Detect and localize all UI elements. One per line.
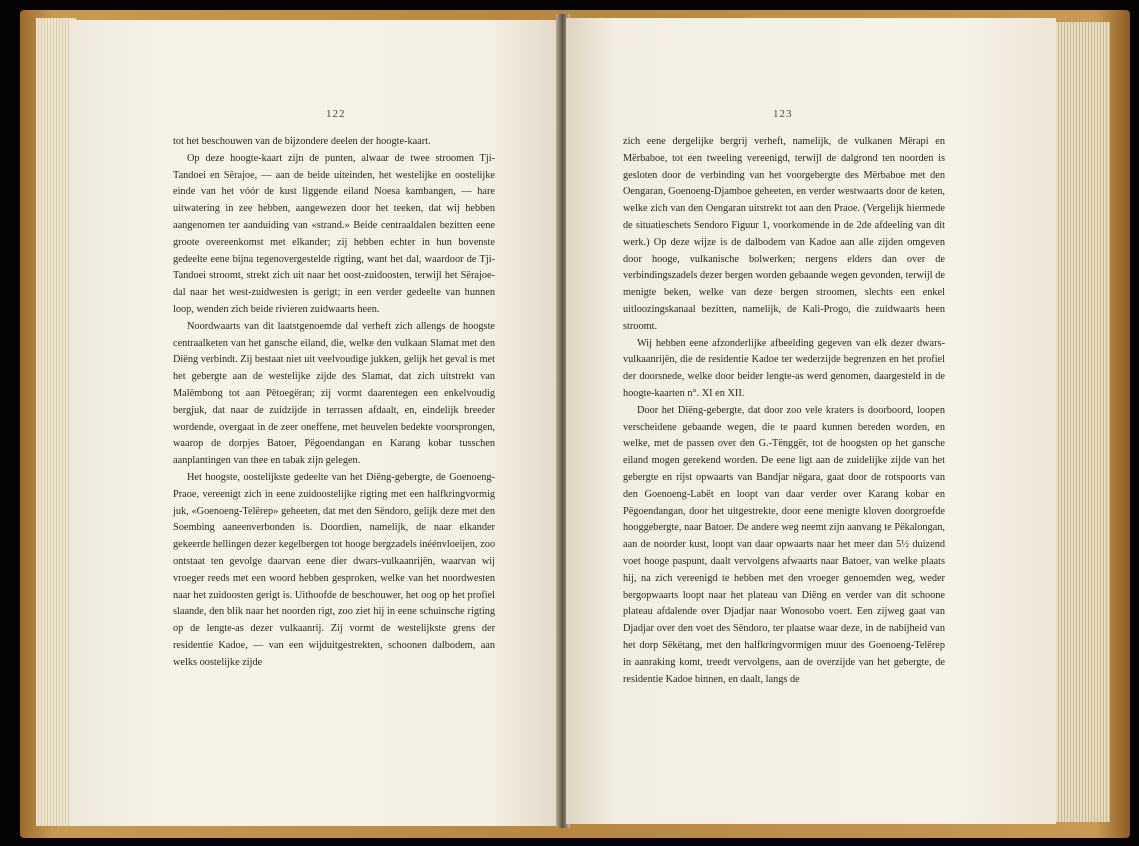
right-paragraph: Wij hebben eene afzonderlijke afbeelding gegeven van elk dezer dwars-vulkaanrijën, die de residentie Kadoe ter wederzijde begrenzen en het profiel der doorsnede, welke door beider lengte-as werd genomen, daargesteld in de hoogte-kaarten n°. XI en XII. [623, 337, 945, 399]
left-page-body [173, 134, 495, 672]
left-paragraph: Noordwaarts van dit laatstgenoemde dal verheft zich allengs de hoogste centraalketen van het gansche eiland, die, welke den vulkaan Slamat met den Diëng verbindt. Zij bestaat niet uit veelvoudige jukken, gelijk het geval is met het gebergte aan de westelijke zijde des Slamat, dat zich uitstrekt van Malëmbong tot aan Pëtoegëran; zij vormt daarentegen een enkelvoudig bergjuk, dat naar de zuidzijde in terrassen afdaalt, en, eindelijk breeder wordende, overgaat in de zeer oneffene, met heuvelen bedekte voorsprongen, waarop de dorpjes Batoer, Pëgoendangan en Karang kobar tusschen aanplantingen van thee en tabak zijn gelegen. [173, 320, 495, 467]
left-page [70, 20, 560, 826]
right-paragraph: zich eene dergelijke bergrij verheft, namelijk, de vulkanen Mërapi en Mërbaboe, tot een tweeling vereenigd, terwijl de dalgrond ten noorden is gesloten door de verbinding van het voorgebergte des Mërbaboe met den Oengaran, Goenoeng-Djamboe geheeten, en verder westwaarts door de keten, welke zich van den Oengaran uitstrekt tot aan den Praoe. (Vergelijk hiermede de situatieschets Sendoro Figuur 1, voorkomende in de 2de afdeeling van dit werk.) Op deze wijze is de dalbodem van Kadoe aan alle zijden omgeven door hooge, vulkanische bolwerken; nergens elders dan over de verbindingszadels dezer bergen worden gebaande wegen gevonden, terwijl de menigte beken, welke van deze bergen stroomen, slechts een enkel uitloozingskanaal bezitten, namelijk, de Kali-Progo, die zuidwaarts heen stroomt. [623, 136, 945, 332]
left-page-number: 122 [326, 108, 346, 120]
left-paragraph: Het hoogste, oostelijkste gedeelte van het Diëng-gebergte, de Goenoeng-Praoe, vereenigt zich in eene zuidoostelijke rigting met een halfkringvormig juk, «Goenoeng-Telërep» geheeten, dat met den Sëndoro, gelijk deze met den Soembing aaneenverbonden is. Doordien, namelijk, de naar elkander gekeerde hellingen dezer kegelbergen tot hooge bergzadels inéénvloeijen, zoo ontstaat ten gevolge daarvan eene dier dwars-vulkaanrijën, waarvan wij vroeger reeds met een woord hebben gesproken, welke van het noordwesten naar het zuidoosten gerigt is. Uithoofde de beschouwer, het oog op het profiel slaande, den blik naar het noorden rigt, zoo ziet hij in eene schuinsche rigting op de lengte-as dezer vulkaanrij. Zij vormt de westelijkste grens der residentie Kadoe, — van een wijduitgestrekten, schoonen dalbodem, aan welks oostelijke zijde [173, 471, 495, 668]
right-page-edges [1050, 22, 1110, 822]
left-paragraph: Op deze hoogte-kaart zijn de punten, alwaar de twee stroomen Tji-Tandoei en Sërajoe, — aan de beide uiteinden, het westelijke en oostelijke einde van het vóór de kust liggende eiland Noesa kambangen, — hare uitwatering in zee hebben, aangewezen door het teeken, dat wij hebben aangenomen ter aanduiding van «strand.» Beide centraaldalen bezitten eene groote overeenkomst met elkander; zij hebben echter in hun bovenste gedeelte eene bijna tegenovergestelde rigting, want het dal, waardoor de Tji-Tandoei stroomt, strekt zich uit naar het oost-zuidoosten, terwijl het Sërajoe-dal naar het west-zuidwesten is gerigt; in een verder gedeelte van hunnen loop, wenden zich beide rivieren zuidwaarts heen. [173, 152, 495, 315]
right-paragraph: Door het Diëng-gebergte, dat door zoo vele kraters is doorboord, loopen verscheidene gebaande wegen, die te paard kunnen bereden worden, en welke, met de passen over den G.-Tënggër, tot de hoogsten op het gansche eiland mogen gerekend worden. De eene ligt aan de zuidelijke zijde van het gebergte en rijst opwaarts van Bandjar nëgara, gaat door de rotspoorts van den Goenoeng-Labët en loopt van daar verder over Karang kobar en Pëgoendangan, door het uitgestrekte, door eene menigte kloven doorgroefde hooggebergte, naar Batoer. De andere weg neemt zijn aanvang te Pëkalongan, aan de noorder kust, loopt van daar opwaarts naar het meer dan 5½ duizend voet hooge paspunt, daalt vervolgens afwaarts naar Batoer, van welke plaats hij, na zich vereenigd te hebben met den vroeger genoemden weg, weder bergopwaarts loopt naar het plateau van Diëng en verder van dit schoone plateau afdalende over Djadjar naar Wonosobo voert. Een zijweg gaat van Djadjar over den voet des Sëndoro, ter plaatse waar deze, in de nabijheid van het dorp Sëkëtang, met den halfkringvormigen muur des Goenoeng-Telërep in aanraking komt, treedt vervolgens, aan de overzijde van het gebergte, de residentie Kadoe binnen, en daalt, langs de [623, 404, 945, 685]
right-page-number: 123 [773, 108, 793, 120]
right-page-body [623, 134, 945, 688]
right-page [566, 18, 1056, 824]
left-paragraph: tot het beschouwen van de bijzondere deelen der hoogte-kaart. [173, 136, 431, 147]
